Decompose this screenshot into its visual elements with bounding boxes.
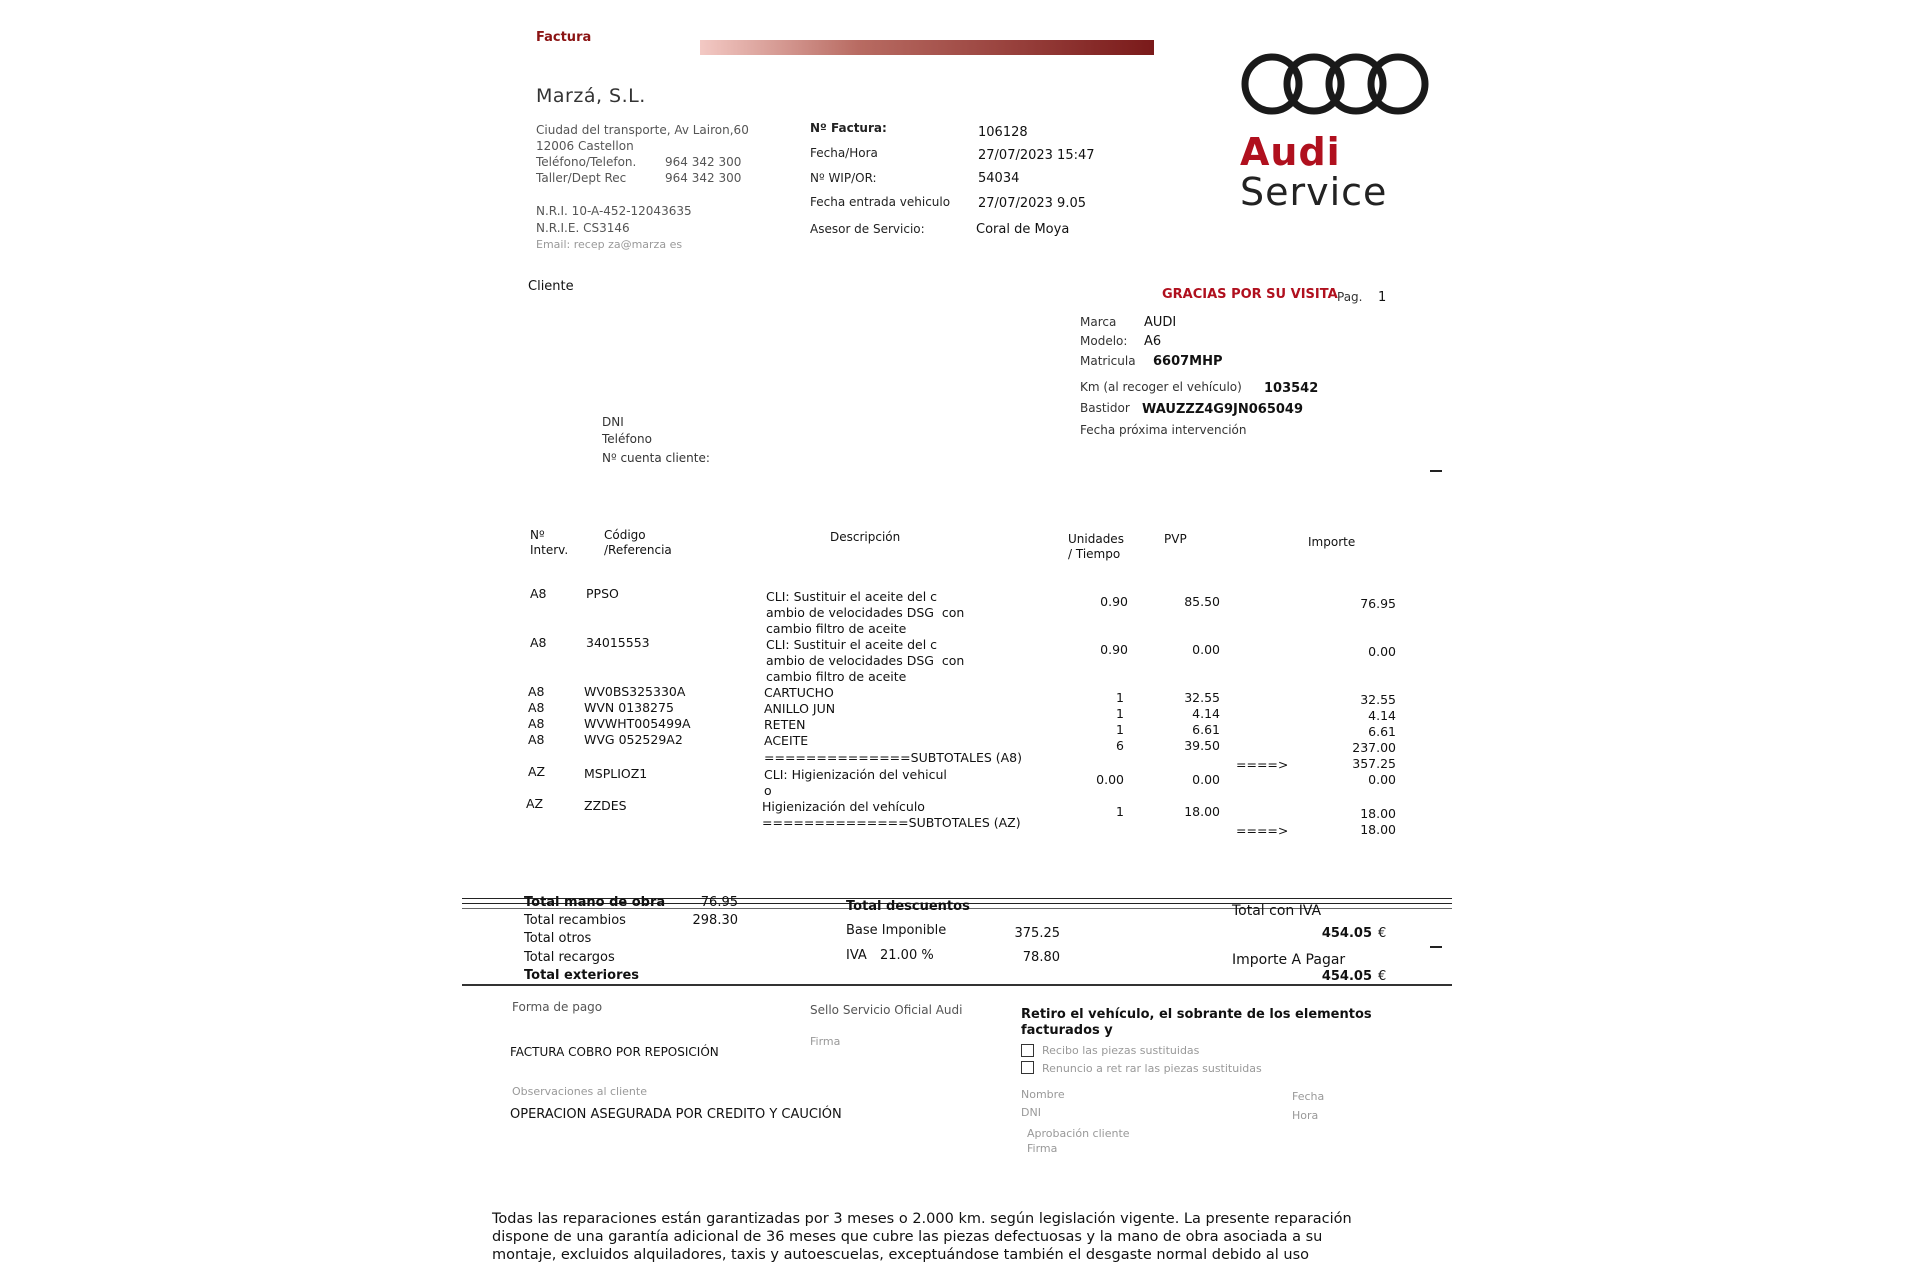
invoice-title: Factura <box>536 30 592 45</box>
row-1-importe: 76.95 <box>1360 596 1396 611</box>
header-importe: Importe <box>1308 535 1356 549</box>
total-other-label: Total otros <box>524 931 592 946</box>
total-labor-label: Total mano de obra <box>524 895 666 910</box>
dash-mark <box>1430 470 1442 472</box>
phone-label: Teléfono/Telefon. <box>536 155 637 169</box>
iva-label: IVA <box>846 948 867 963</box>
row-6-description: ACEITE <box>764 733 809 748</box>
row-2-importe: 0.00 <box>1368 644 1396 659</box>
row-2-description: CLI: Sustituir el aceite del c ambio de velocidades DSG con cambio filtro de aceite <box>766 637 965 684</box>
row-3-code: WV0BS325330A <box>584 684 686 699</box>
row-1-code: PPSO <box>586 586 619 601</box>
total-surcharges-label: Total recargos <box>524 950 615 965</box>
client-account-label: Nº cuenta cliente: <box>602 451 710 465</box>
row-4-interv: A8 <box>528 700 545 715</box>
company-email: Email: recep za@marza es <box>536 238 683 251</box>
row-2-units: 0.90 <box>1100 642 1128 657</box>
row-1-interv: A8 <box>530 586 547 601</box>
iva-value: 78.80 <box>1022 950 1060 965</box>
row-5-pvp: 6.61 <box>1192 722 1220 737</box>
next-service-label: Fecha próxima intervención <box>1080 423 1247 437</box>
receive-parts-checkbox[interactable] <box>1021 1044 1034 1057</box>
payment-form-label: Forma de pago <box>512 1000 603 1014</box>
total-discounts-label: Total descuentos <box>846 899 970 914</box>
vehicle-model: A6 <box>1144 334 1162 349</box>
total-parts-value: 298.30 <box>692 913 738 928</box>
total-exterior-label: Total exteriores <box>524 968 640 983</box>
row-1-units: 0.90 <box>1100 594 1128 609</box>
row-2-interv: A8 <box>530 635 547 650</box>
header-pvp: PVP <box>1164 532 1187 546</box>
date-time: 27/07/2023 15:47 <box>978 148 1095 163</box>
dash-mark-2 <box>1430 946 1442 948</box>
row-3-importe: 32.55 <box>1360 692 1396 707</box>
row-5-description: RETEN <box>764 717 806 732</box>
advisor-name: Coral de Moya <box>976 222 1070 237</box>
currency-1: € <box>1378 926 1387 941</box>
entry-date-label: Fecha entrada vehiculo <box>810 195 951 209</box>
observations-value: OPERACION ASEGURADA POR CREDITO Y CAUCIÓN <box>510 1107 842 1122</box>
stamp-label: Sello Servicio Oficial Audi <box>810 1003 963 1017</box>
row-3-units: 1 <box>1116 690 1124 705</box>
row-3-pvp: 32.55 <box>1184 690 1220 705</box>
row-1-pvp: 85.50 <box>1184 594 1220 609</box>
row-4-code: WVN 0138275 <box>584 700 674 715</box>
company-nri: N.R.I. 10-A-452-12043635 <box>536 204 692 218</box>
stamp-firma-label: Firma <box>810 1035 841 1048</box>
row-7-importe: 0.00 <box>1368 772 1396 787</box>
subtotal-a8-label: ==============SUBTOTALES (A8) <box>764 750 1023 765</box>
row-6-code: WVG 052529A2 <box>584 732 683 747</box>
retiro-text: Retiro el vehículo, el sobrante de los elementos facturados y <box>1021 1007 1372 1038</box>
subtotal-a8-value: 357.25 <box>1352 756 1396 771</box>
observations-label: Observaciones al cliente <box>512 1085 647 1098</box>
dni-label: DNI <box>1021 1106 1041 1119</box>
payment-form-value: FACTURA COBRO POR REPOSICIÓN <box>510 1045 719 1059</box>
row-2-code: 34015553 <box>586 635 650 650</box>
approval-label: Aprobación cliente <box>1027 1127 1130 1140</box>
subtotal-az-arrow: ====> <box>1236 823 1289 838</box>
vehicle-km-label: Km (al recoger el vehículo) <box>1080 380 1242 394</box>
totals-bottom-rule <box>462 984 1452 986</box>
service-word: Service <box>1240 170 1388 214</box>
phone-value: 964 342 300 <box>665 155 742 169</box>
vehicle-model-label: Modelo: <box>1080 334 1128 348</box>
renounce-parts-label: Renuncio a ret rar las piezas sustituidas <box>1042 1062 1262 1075</box>
total-with-iva-label: Total con IVA <box>1232 903 1322 919</box>
row-5-interv: A8 <box>528 716 545 731</box>
row-2-pvp: 0.00 <box>1192 642 1220 657</box>
row-3-description: CARTUCHO <box>764 685 834 700</box>
page-label: Pag. <box>1337 290 1363 304</box>
wip-label: Nº WIP/OR: <box>810 171 877 185</box>
vehicle-plate-label: Matricula <box>1080 354 1136 368</box>
total-with-iva-value: 454.05 <box>1321 926 1372 941</box>
tax-base-value: 375.25 <box>1014 926 1060 941</box>
total-parts-label: Total recambios <box>524 913 626 928</box>
vehicle-make-label: Marca <box>1080 315 1117 329</box>
invoice-number: 106128 <box>978 125 1028 140</box>
row-8-pvp: 18.00 <box>1184 804 1220 819</box>
row-8-importe: 18.00 <box>1360 806 1396 821</box>
company-address-2: 12006 Castellon <box>536 139 634 153</box>
approval-firma-label: Firma <box>1027 1142 1058 1155</box>
total-labor-value: 76.95 <box>700 895 738 910</box>
vehicle-vin: WAUZZZ4G9JN065049 <box>1142 402 1304 417</box>
row-7-units: 0.00 <box>1096 772 1124 787</box>
row-5-units: 1 <box>1116 722 1124 737</box>
row-6-importe: 237.00 <box>1352 740 1396 755</box>
header-code: Código /Referencia <box>604 528 672 557</box>
header-units: Unidades / Tiempo <box>1068 532 1124 561</box>
fecha-label: Fecha <box>1292 1090 1325 1103</box>
row-5-code: WVWHT005499A <box>584 716 691 731</box>
row-8-units: 1 <box>1116 804 1124 819</box>
advisor-label: Asesor de Servicio: <box>810 222 925 236</box>
tax-base-label: Base Imponible <box>846 923 947 938</box>
row-7-interv: AZ <box>528 764 546 779</box>
currency-2: € <box>1378 969 1387 984</box>
row-4-importe: 4.14 <box>1368 708 1396 723</box>
subtotal-az-label: ==============SUBTOTALES (AZ) <box>762 815 1021 830</box>
header-description: Descripción <box>830 530 901 544</box>
row-7-code: MSPLIOZ1 <box>584 766 648 781</box>
renounce-parts-checkbox[interactable] <box>1021 1061 1034 1074</box>
audi-brand-word: Audi <box>1240 130 1341 174</box>
row-6-units: 6 <box>1116 738 1124 753</box>
client-dni-label: DNI <box>602 415 624 429</box>
row-8-interv: AZ <box>526 796 544 811</box>
header-interv: Nº Interv. <box>530 528 569 557</box>
row-4-pvp: 4.14 <box>1192 706 1220 721</box>
amount-to-pay-label: Importe A Pagar <box>1232 952 1346 968</box>
workshop-phone: 964 342 300 <box>665 171 742 185</box>
page-number: 1 <box>1378 290 1387 305</box>
row-5-importe: 6.61 <box>1368 724 1396 739</box>
row-6-interv: A8 <box>528 732 545 747</box>
title-decor-bar <box>700 40 1154 55</box>
vehicle-km: 103542 <box>1264 381 1319 396</box>
entry-date: 27/07/2023 9.05 <box>978 196 1087 211</box>
hora-label: Hora <box>1292 1109 1319 1122</box>
invoice-number-label: Nº Factura: <box>810 121 887 135</box>
workshop-label: Taller/Dept Rec <box>536 171 627 185</box>
vehicle-vin-label: Bastidor <box>1080 401 1130 415</box>
company-name: Marzá, S.L. <box>536 85 646 107</box>
subtotal-az-value: 18.00 <box>1360 822 1396 837</box>
iva-rate: 21.00 % <box>880 948 934 963</box>
vehicle-plate: 6607MHP <box>1153 354 1223 369</box>
row-4-units: 1 <box>1116 706 1124 721</box>
audi-rings-logo <box>1240 50 1430 118</box>
row-3-interv: A8 <box>528 684 545 699</box>
client-label: Cliente <box>528 279 574 294</box>
wip-number: 54034 <box>978 171 1020 186</box>
company-address-1: Ciudad del transporte, Av Lairon,60 <box>536 123 749 137</box>
vehicle-make: AUDI <box>1144 315 1177 330</box>
nombre-label: Nombre <box>1021 1088 1065 1101</box>
row-6-pvp: 39.50 <box>1184 738 1220 753</box>
row-8-description: Higienización del vehículo <box>762 799 925 814</box>
row-1-description: CLI: Sustituir el aceite del c ambio de velocidades DSG con cambio filtro de aceite <box>766 589 965 636</box>
date-time-label: Fecha/Hora <box>810 146 878 160</box>
company-nrie: N.R.I.E. CS3146 <box>536 221 630 235</box>
receive-parts-label: Recibo las piezas sustituidas <box>1042 1044 1200 1057</box>
row-7-description: CLI: Higienización del vehicul o <box>764 767 947 798</box>
warranty-footer-text: Todas las reparaciones están garantizadas por 3 meses o 2.000 km. según legislación vigente. La presente reparación dispone de una garantía adicional de 36 meses que cubre las piezas defectuosas y la mano de obra asociada a su montaje, excluidos alquiladores, taxis y autoescuelas, exceptuándose también el desgaste normal debido al uso <box>492 1211 1352 1263</box>
row-7-pvp: 0.00 <box>1192 772 1220 787</box>
subtotal-a8-arrow: ====> <box>1236 757 1289 772</box>
row-8-code: ZZDES <box>584 798 627 813</box>
amount-to-pay-value: 454.05 <box>1321 969 1372 984</box>
thanks-message: GRACIAS POR SU VISITA <box>1162 287 1338 302</box>
row-4-description: ANILLO JUN <box>764 701 836 716</box>
client-phone-label: Teléfono <box>602 432 652 446</box>
